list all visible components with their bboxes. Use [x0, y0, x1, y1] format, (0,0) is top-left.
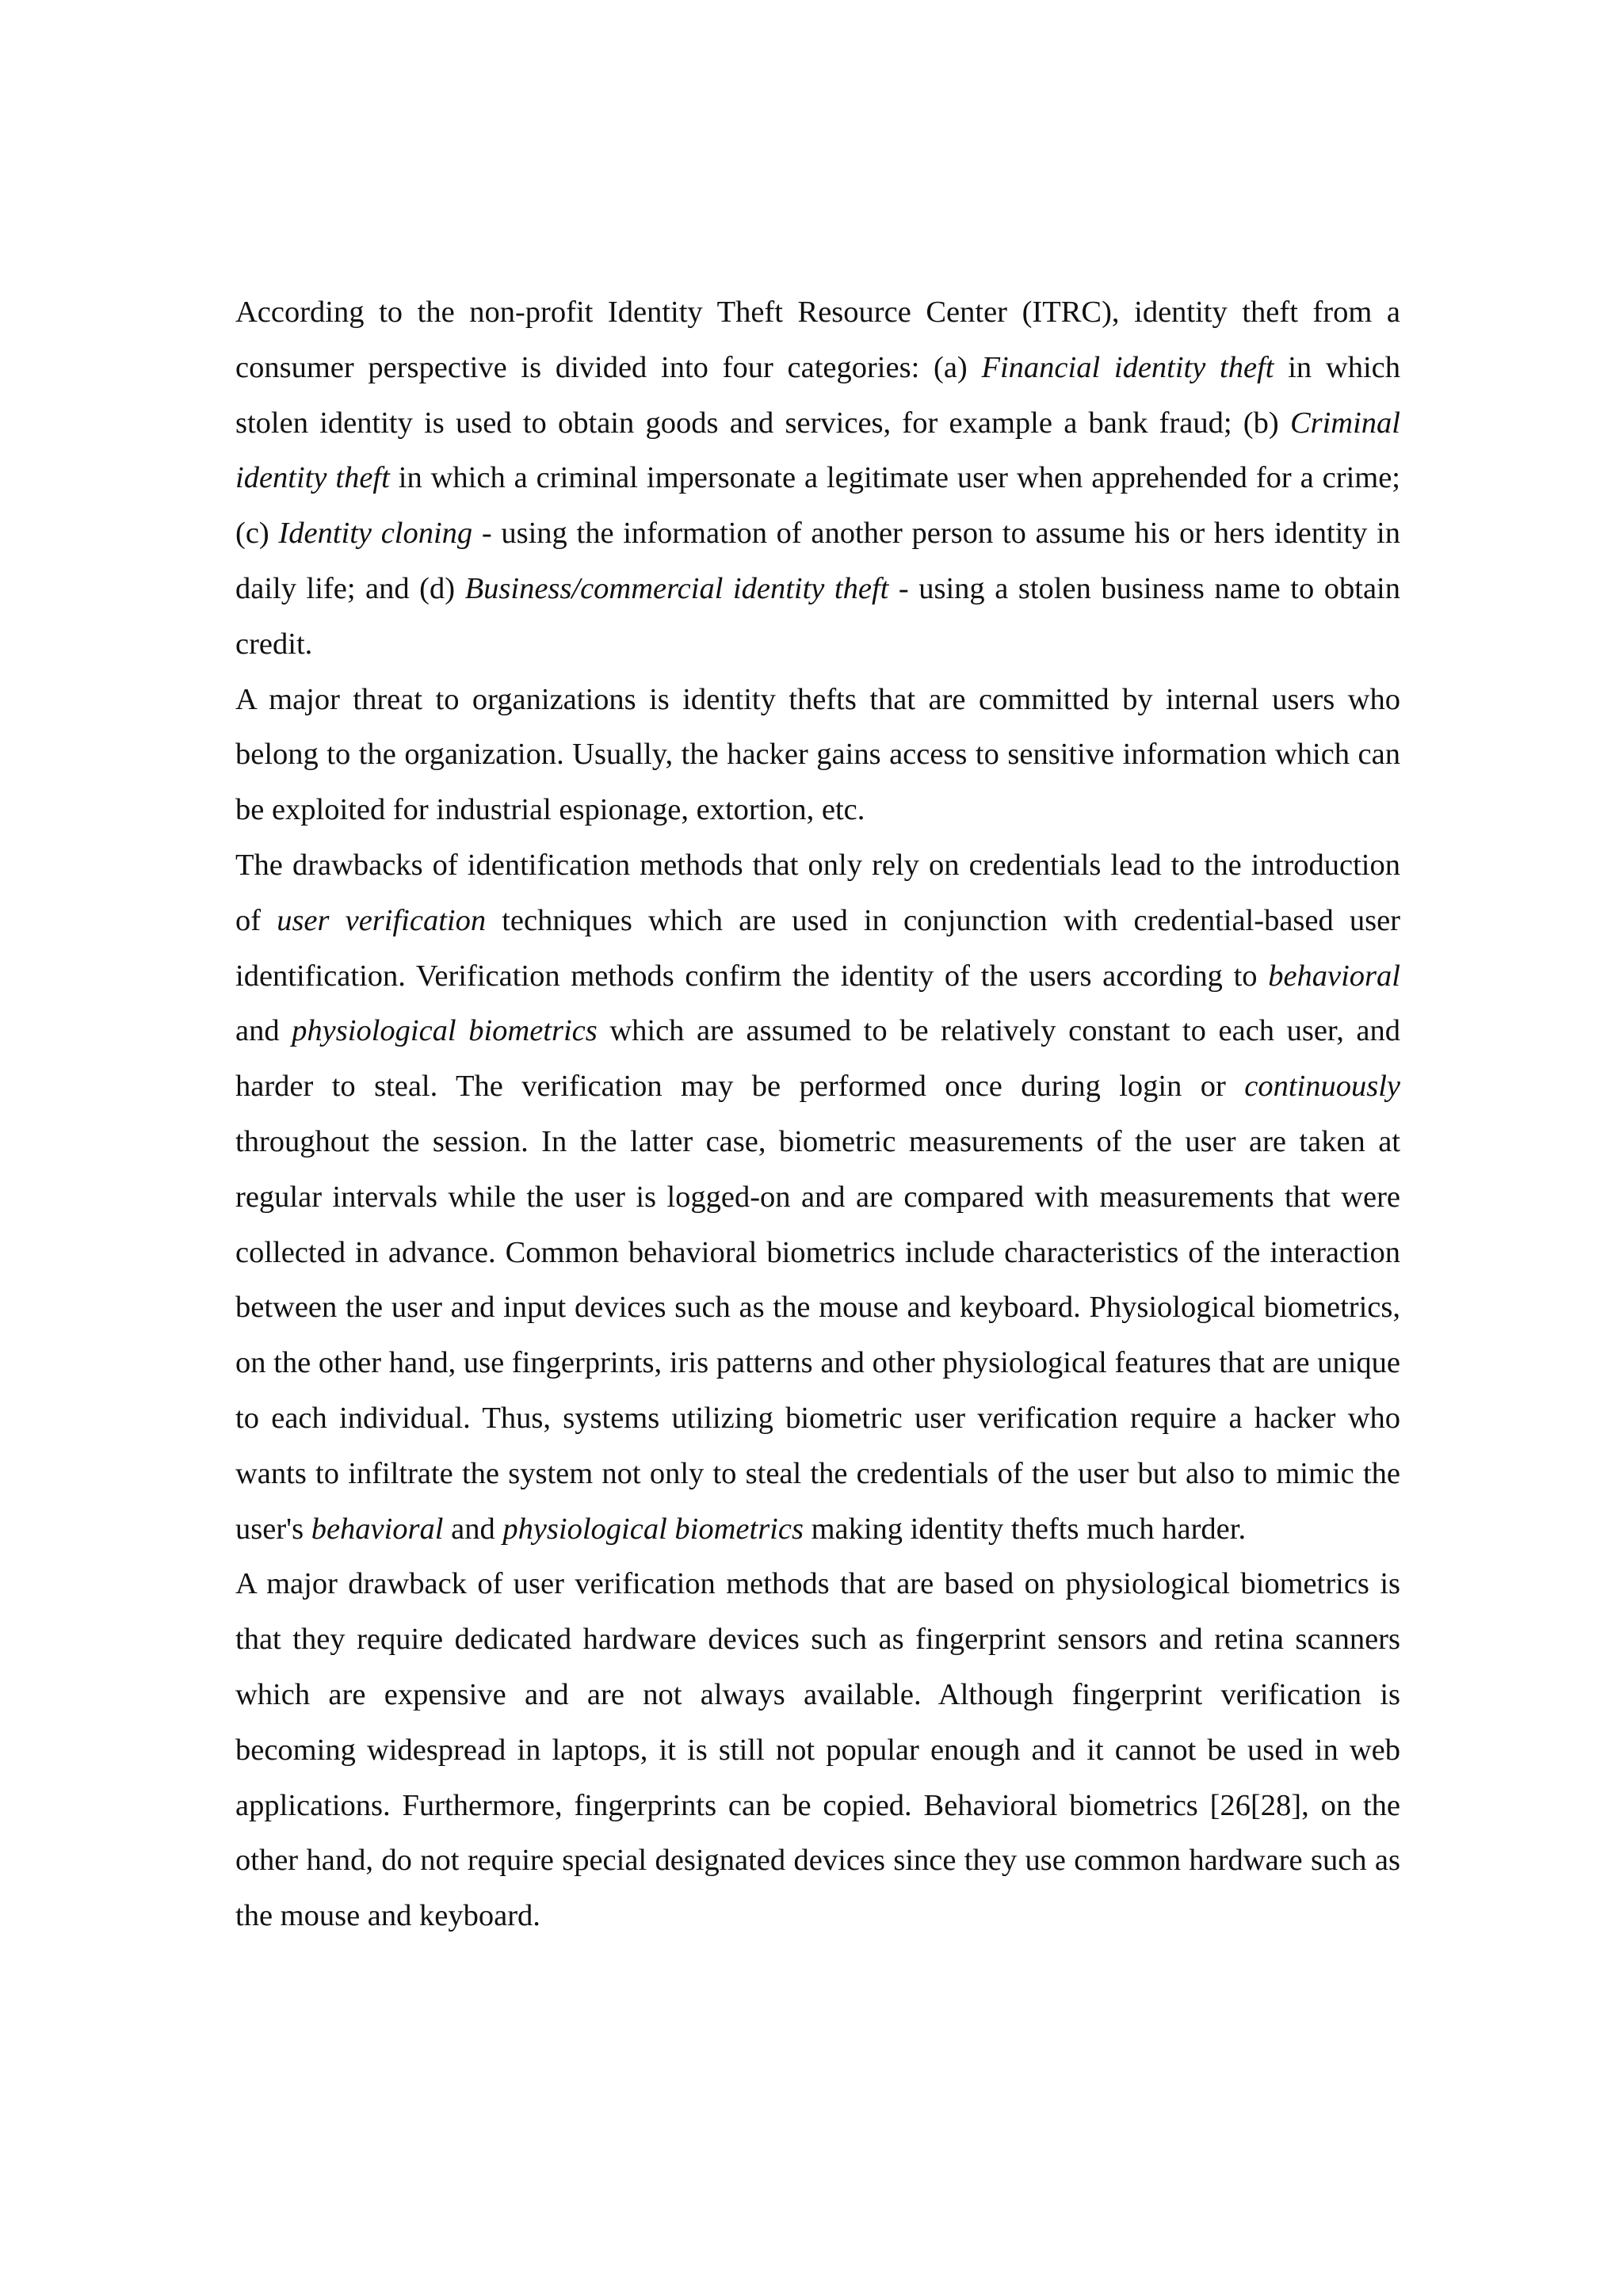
text-segment: According to the non-profit Identity Theft Resource Center (ITRC), identity theft from a consumer perspective is divided into four categories: (a): [235, 296, 1400, 384]
text-segment: and: [443, 1512, 503, 1546]
text-segment-italic: Business/commercial identity theft: [464, 571, 889, 605]
text-segment: The drawbacks of identification methods that only rely on credentials lead to the introduction of: [235, 848, 1400, 937]
text-segment-italic: physiological biometrics: [502, 1512, 804, 1546]
text-segment-italic: behavioral: [311, 1512, 444, 1546]
text-segment-italic: behavioral: [1268, 959, 1400, 993]
text-segment-italic: continuously: [1244, 1070, 1400, 1104]
text-segment: A major threat to organizations is identity thefts that are committed by internal users who belong to the organization. Usually, the hacker gains access to sensitive information which can be exploited for industrial espionage, extortion, etc.: [235, 682, 1400, 827]
paragraph-physiological-drawback: [235, 1557, 1400, 1944]
text-segment-italic: user verification: [277, 903, 487, 937]
text-segment-italic: physiological biometrics: [292, 1014, 598, 1048]
text-segment: in which a criminal impersonate a legitimate user when apprehended for a crime; (c): [235, 461, 1401, 551]
text-segment: which are assumed to be relatively constant to each user, and harder to steal. The verification may be performed once during login or: [235, 1014, 1400, 1104]
text-segment-italic: Criminal identity theft: [235, 406, 1400, 495]
text-segment: techniques which are used in conjunction with credential-based user identification. Verification methods confirm the identity of the users according to: [235, 903, 1400, 993]
text-segment: making identity thefts much harder.: [803, 1512, 1247, 1546]
text-segment: in which stolen identity is used to obtain goods and services, for example a bank fraud; (b): [235, 350, 1400, 440]
text-segment-italic: Identity cloning: [278, 517, 473, 551]
text-segment: A major drawback of user verification methods that are based on physiological biometrics is that they require dedicated hardware devices such as fingerprint sensors and retina scanners which are expensive and are not always available. Although fingerprint verification is becoming widespread in laptops, it is still not popular enough and it cannot be used in web applications. Furthermore, fingerprints can be copied. Behavioral biometrics [26[28], on the other hand, do not require special designated devices since they use common hardware such as the mouse and keyboard.: [235, 1567, 1400, 1933]
text-segment: - using the information of another person to assume his or hers identity in daily life; and (d): [235, 517, 1400, 605]
paragraph-internal-threat: [235, 673, 1400, 838]
text-segment: - using a stolen business name to obtain credit.: [235, 571, 1400, 661]
text-segment-italic: Financial identity theft: [981, 350, 1274, 384]
body-text: [235, 285, 1400, 1944]
paragraph-user-verification: [235, 838, 1400, 1557]
text-segment: throughout the session. In the latter case, biometric measurements of the user are taken at regular intervals while the user is logged-on and are compared with measurements that were collected in advance. Common behavioral biometrics include characteristics of the interaction between the user and input devices such as the mouse and keyboard. Physiological biometrics, on the other hand, use fingerprints, iris patterns and other physiological features that are unique to each individual. Thus, systems utilizing biometric user verification require a hacker who wants to infiltrate the system not only to steal the credentials of the user but also to mimic the user's: [235, 1124, 1400, 1546]
text-segment: and: [235, 1014, 292, 1048]
paragraph-identity-theft-categories: [235, 285, 1400, 673]
